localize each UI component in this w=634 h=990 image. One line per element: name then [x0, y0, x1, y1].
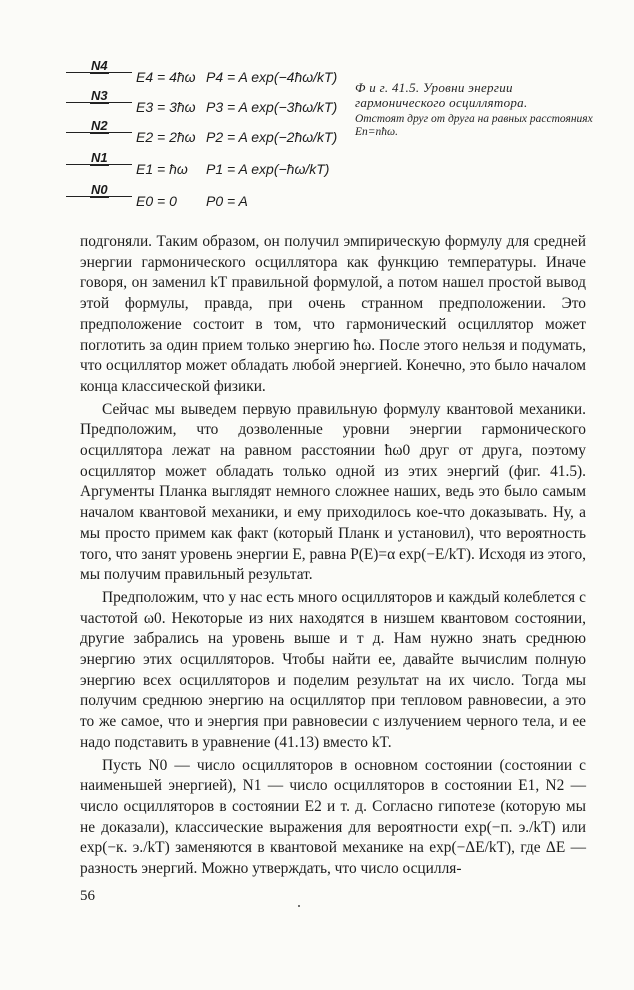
body-text — [80, 232, 586, 880]
level-energy: E2 = 2ħω — [136, 129, 196, 145]
energy-level-1 — [0, 152, 350, 182]
paragraph: Пусть N0 — число осцилляторов в основном состоянии (состоянии с наименьшей энергией), N1 — число осцилляторов в состоянии E1, N2 — число осцилляторов в состоянии E2 и т. д. Согласно гипотезе (которую мы не доказали), классические выражения для вероятности exp(−п. э./kT) или exp(−к. э./kT) заменяются в квантовой механике на exp(−ΔE/kT), где ΔE — разность энергий. Можно утверждать, что число осцилля- — [80, 756, 586, 878]
level-population-label: N4 — [91, 58, 108, 73]
level-population-label: N0 — [91, 182, 108, 197]
level-energy: E0 = 0 — [136, 193, 177, 209]
energy-level-2 — [0, 120, 350, 150]
figure-caption — [355, 80, 595, 139]
energy-level-0 — [0, 184, 350, 214]
energy-level-4 — [0, 60, 350, 90]
level-energy: E3 = 3ħω — [136, 99, 196, 115]
level-probability: P3 = A exp(−3ħω/kT) — [206, 99, 338, 115]
level-probability: P2 = A exp(−2ħω/kT) — [206, 129, 338, 145]
level-probability: P0 = A — [206, 193, 248, 209]
level-probability: P1 = A exp(−ħω/kT) — [206, 161, 330, 177]
level-line — [66, 196, 132, 197]
paragraph: подгоняли. Таким образом, он получил эмпирическую формулу для средней энергии гармонического осциллятора как функцию температуры. Иначе говоря, он заменил kT правильной формулой, а потом нашел простой вывод этой формулы, правда, при очень странном предположении. Это предположение состоит в том, что гармонический осциллятор может поглотить за один прием только энергию ħω. После этого нельзя и подумать, что осциллятор может обладать любой энергией. Конечно, это было началом конца классической физики. — [80, 233, 586, 395]
level-population-label: N3 — [91, 88, 108, 103]
level-energy: E4 = 4ħω — [136, 69, 196, 85]
level-probability: P4 = A exp(−4ħω/kT) — [206, 69, 338, 85]
page-number: 56 — [80, 888, 95, 904]
paragraph: Предположим, что у нас есть много осцилляторов и каждый колеблется с частотой ω0. Некоторые из них находятся в низшем квантовом состоянии, другие забрались на уровень выше и т д. Нам нужно знать среднюю энергию этих осцилляторов. Чтобы найти ее, давайте вычислим полную энергию всех осцилляторов и поделим результат на их число. Тогда мы получим среднюю энергию на осциллятор при тепловом равновесии, а это то же самое, что и энергия при равновесии с излучением черного тела, и ее надо подставить в уравнение (41.13) вместо kT. — [80, 588, 586, 751]
caption-note: Отстоят друг от друга на равных расстояниях En=nħω. — [355, 113, 593, 138]
energy-level-3 — [0, 90, 350, 120]
level-energy: E1 = ħω — [136, 161, 188, 177]
print-speck — [298, 905, 300, 907]
level-line — [66, 132, 132, 133]
paragraph: Сейчас мы выведем первую правильную формулу квантовой механики. Предположим, что дозволенные уровни энергии гармонического осциллятора лежат на равном расстоянии ħω0 друг от друга, поэтому осциллятор может обладать только одной из этих энергий (фиг. 41.5). Аргументы Планка выглядят немного сложнее наших, ведь это было самым началом квантовой механики, и ему приходилось кое-что доказывать. Ну, а мы просто примем как факт (который Планк и установил), что вероятность того, что занят уровень энергии E, равна P(E)=α exp(−E/kT). Исходя из этого, мы получим правильный результат. — [80, 400, 586, 584]
level-population-label: N1 — [91, 150, 108, 165]
energy-level-diagram — [0, 0, 634, 230]
level-line — [66, 72, 132, 73]
caption-title: Ф и г. 41.5. Уровни энергии гармонического осциллятора. — [355, 80, 528, 110]
level-population-label: N2 — [91, 118, 108, 133]
level-line — [66, 164, 132, 165]
level-line — [66, 102, 132, 103]
